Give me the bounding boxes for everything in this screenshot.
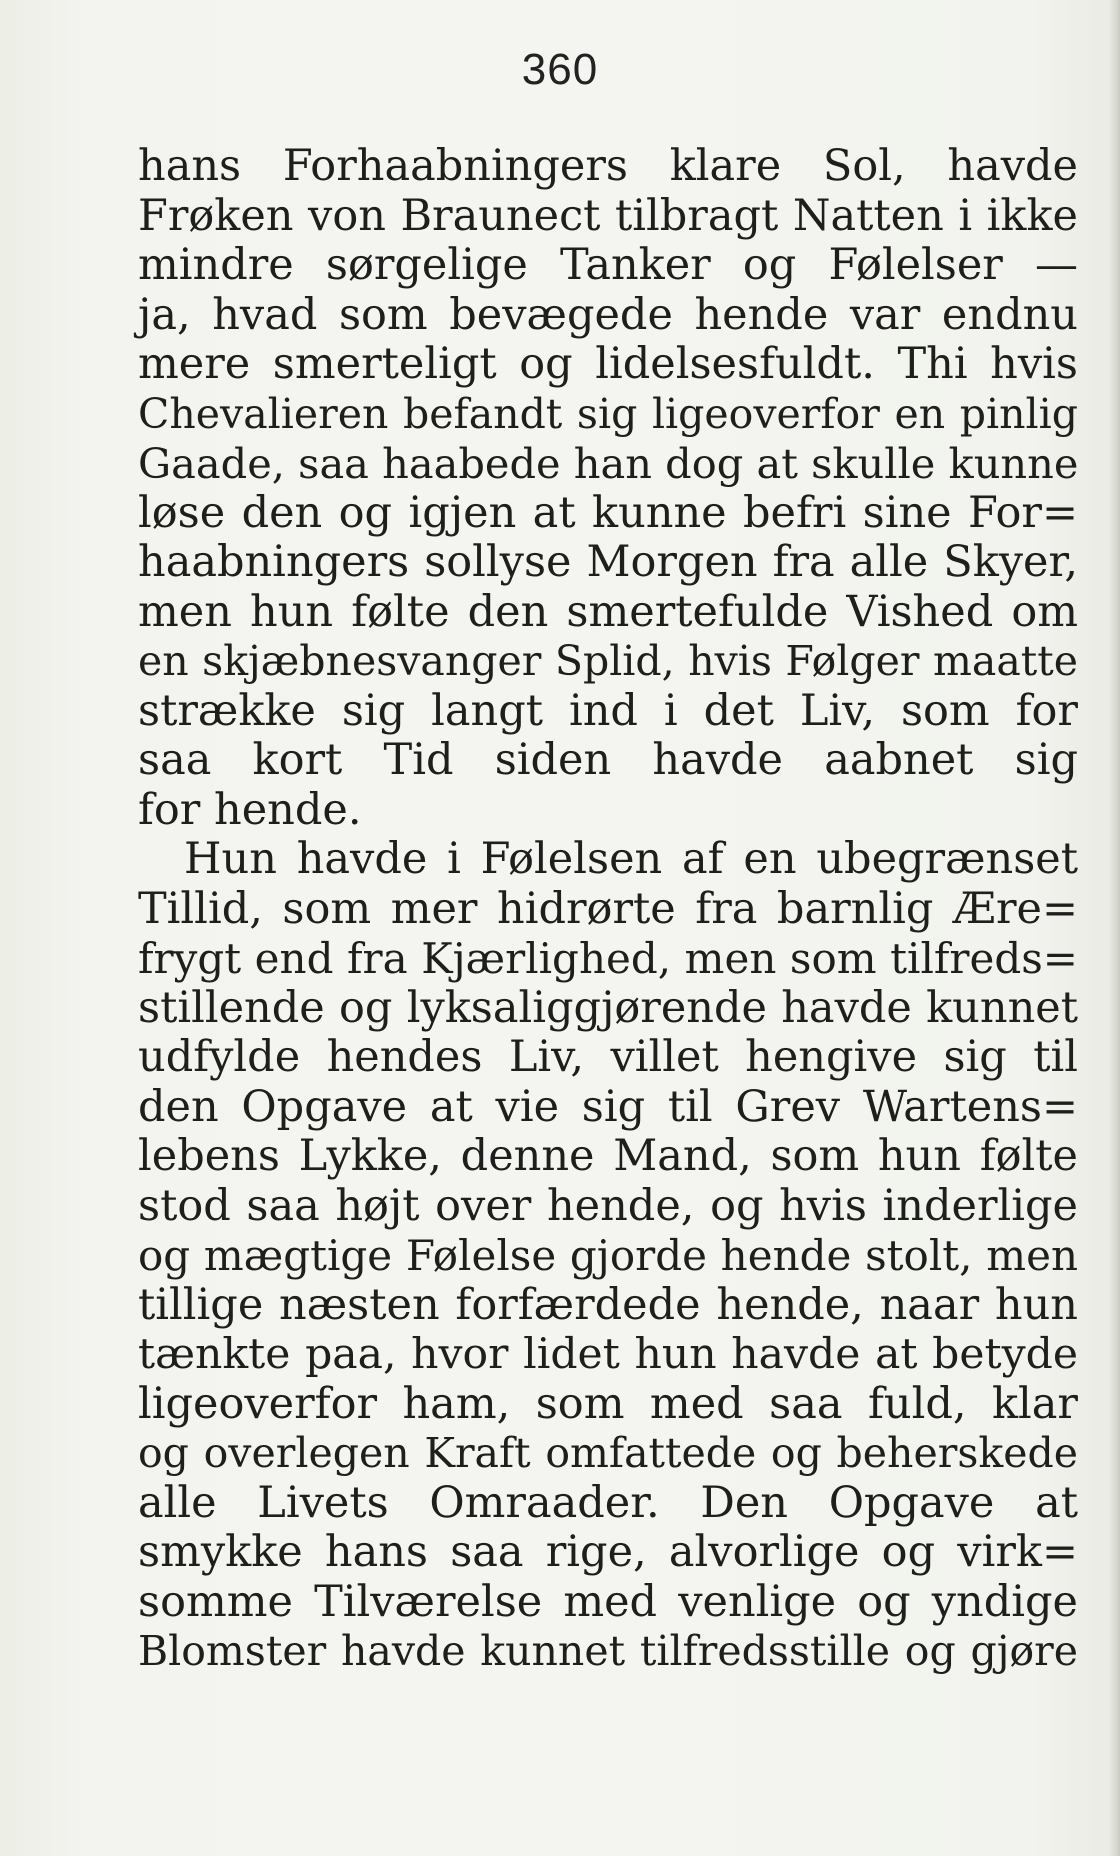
text-line: haabningers sollyse Morgen fra alle Skyer, — [138, 537, 1078, 587]
text-line: alle Livets Omraader. Den Opgave at — [138, 1477, 1078, 1528]
text-line: stod saa højt over hende, og hvis inderlige — [138, 1180, 1078, 1231]
text-line: mindre sørgelige Tanker og Følelser — — [138, 240, 1078, 290]
text-line: saa kort Tid siden havde aabnet sig — [138, 735, 1078, 785]
text-line: Tillid, som mer hidrørte fra barnlig Ære= — [138, 883, 1078, 934]
text-line: hans Forhaabningers klare Sol, havde — [138, 141, 1078, 191]
text-line: strække sig langt ind i det Liv, som for — [138, 685, 1078, 736]
text-line: og overlegen Kraft omfattede og beherskede — [138, 1429, 1078, 1477]
page-number: 360 — [521, 45, 599, 94]
text-line: lebens Lykke, denne Mand, som hun følte — [138, 1131, 1078, 1181]
text-line: smykke hans saa rige, alvorlige og virk= — [138, 1527, 1078, 1577]
text-line: og mægtige Følelse gjorde hende stolt, men — [138, 1231, 1078, 1280]
text-line: den Opgave at vie sig til Grev Wartens= — [138, 1081, 1078, 1132]
text-line: mere smerteligt og lidelsesfuldt. Thi hvis — [138, 339, 1078, 389]
text-line: stillende og lyksaliggjørende havde kunnet — [138, 982, 1078, 1033]
text-line: Frøken von Braunect tilbragt Natten i ikke — [138, 190, 1078, 241]
text-line: ligeoverfor ham, som med saa fuld, klar — [138, 1378, 1078, 1429]
text-line: ja, hvad som bevægede hende var endnu — [138, 289, 1078, 340]
text-line: tillige næsten forfærdede hende, naar hun — [138, 1279, 1078, 1330]
text-line: tænkte paa, hvor lidet hun havde at betyde — [138, 1330, 1078, 1379]
page-edge — [1110, 0, 1120, 1856]
text-line: Chevalieren befandt sig ligeoverfor en pinlig — [138, 389, 1078, 438]
text-line: udfylde hendes Liv, villet hengive sig til — [138, 1032, 1078, 1082]
text-line: Gaade, saa haabede han dog at skulle kunne — [138, 439, 1079, 488]
text-line: somme Tilværelse med venlige og yndige — [138, 1576, 1078, 1627]
body-text — [138, 142, 1078, 1677]
text-line: for hende. — [138, 784, 362, 835]
text-line: men hun følte den smertefulde Vished om — [138, 586, 1078, 637]
text-line: en skjæbnesvanger Splid, hvis Følger maatte — [138, 637, 1078, 685]
text-line: frygt end fra Kjærlighed, men som tilfreds= — [138, 934, 1078, 983]
text-line: Hun havde i Følelsen af en ubegrænset — [184, 834, 1078, 884]
text-line: løse den og igjen at kunne befri sine For= — [138, 487, 1078, 538]
text-line: Blomster havde kunnet tilfredsstille og gjøre — [138, 1627, 1078, 1675]
